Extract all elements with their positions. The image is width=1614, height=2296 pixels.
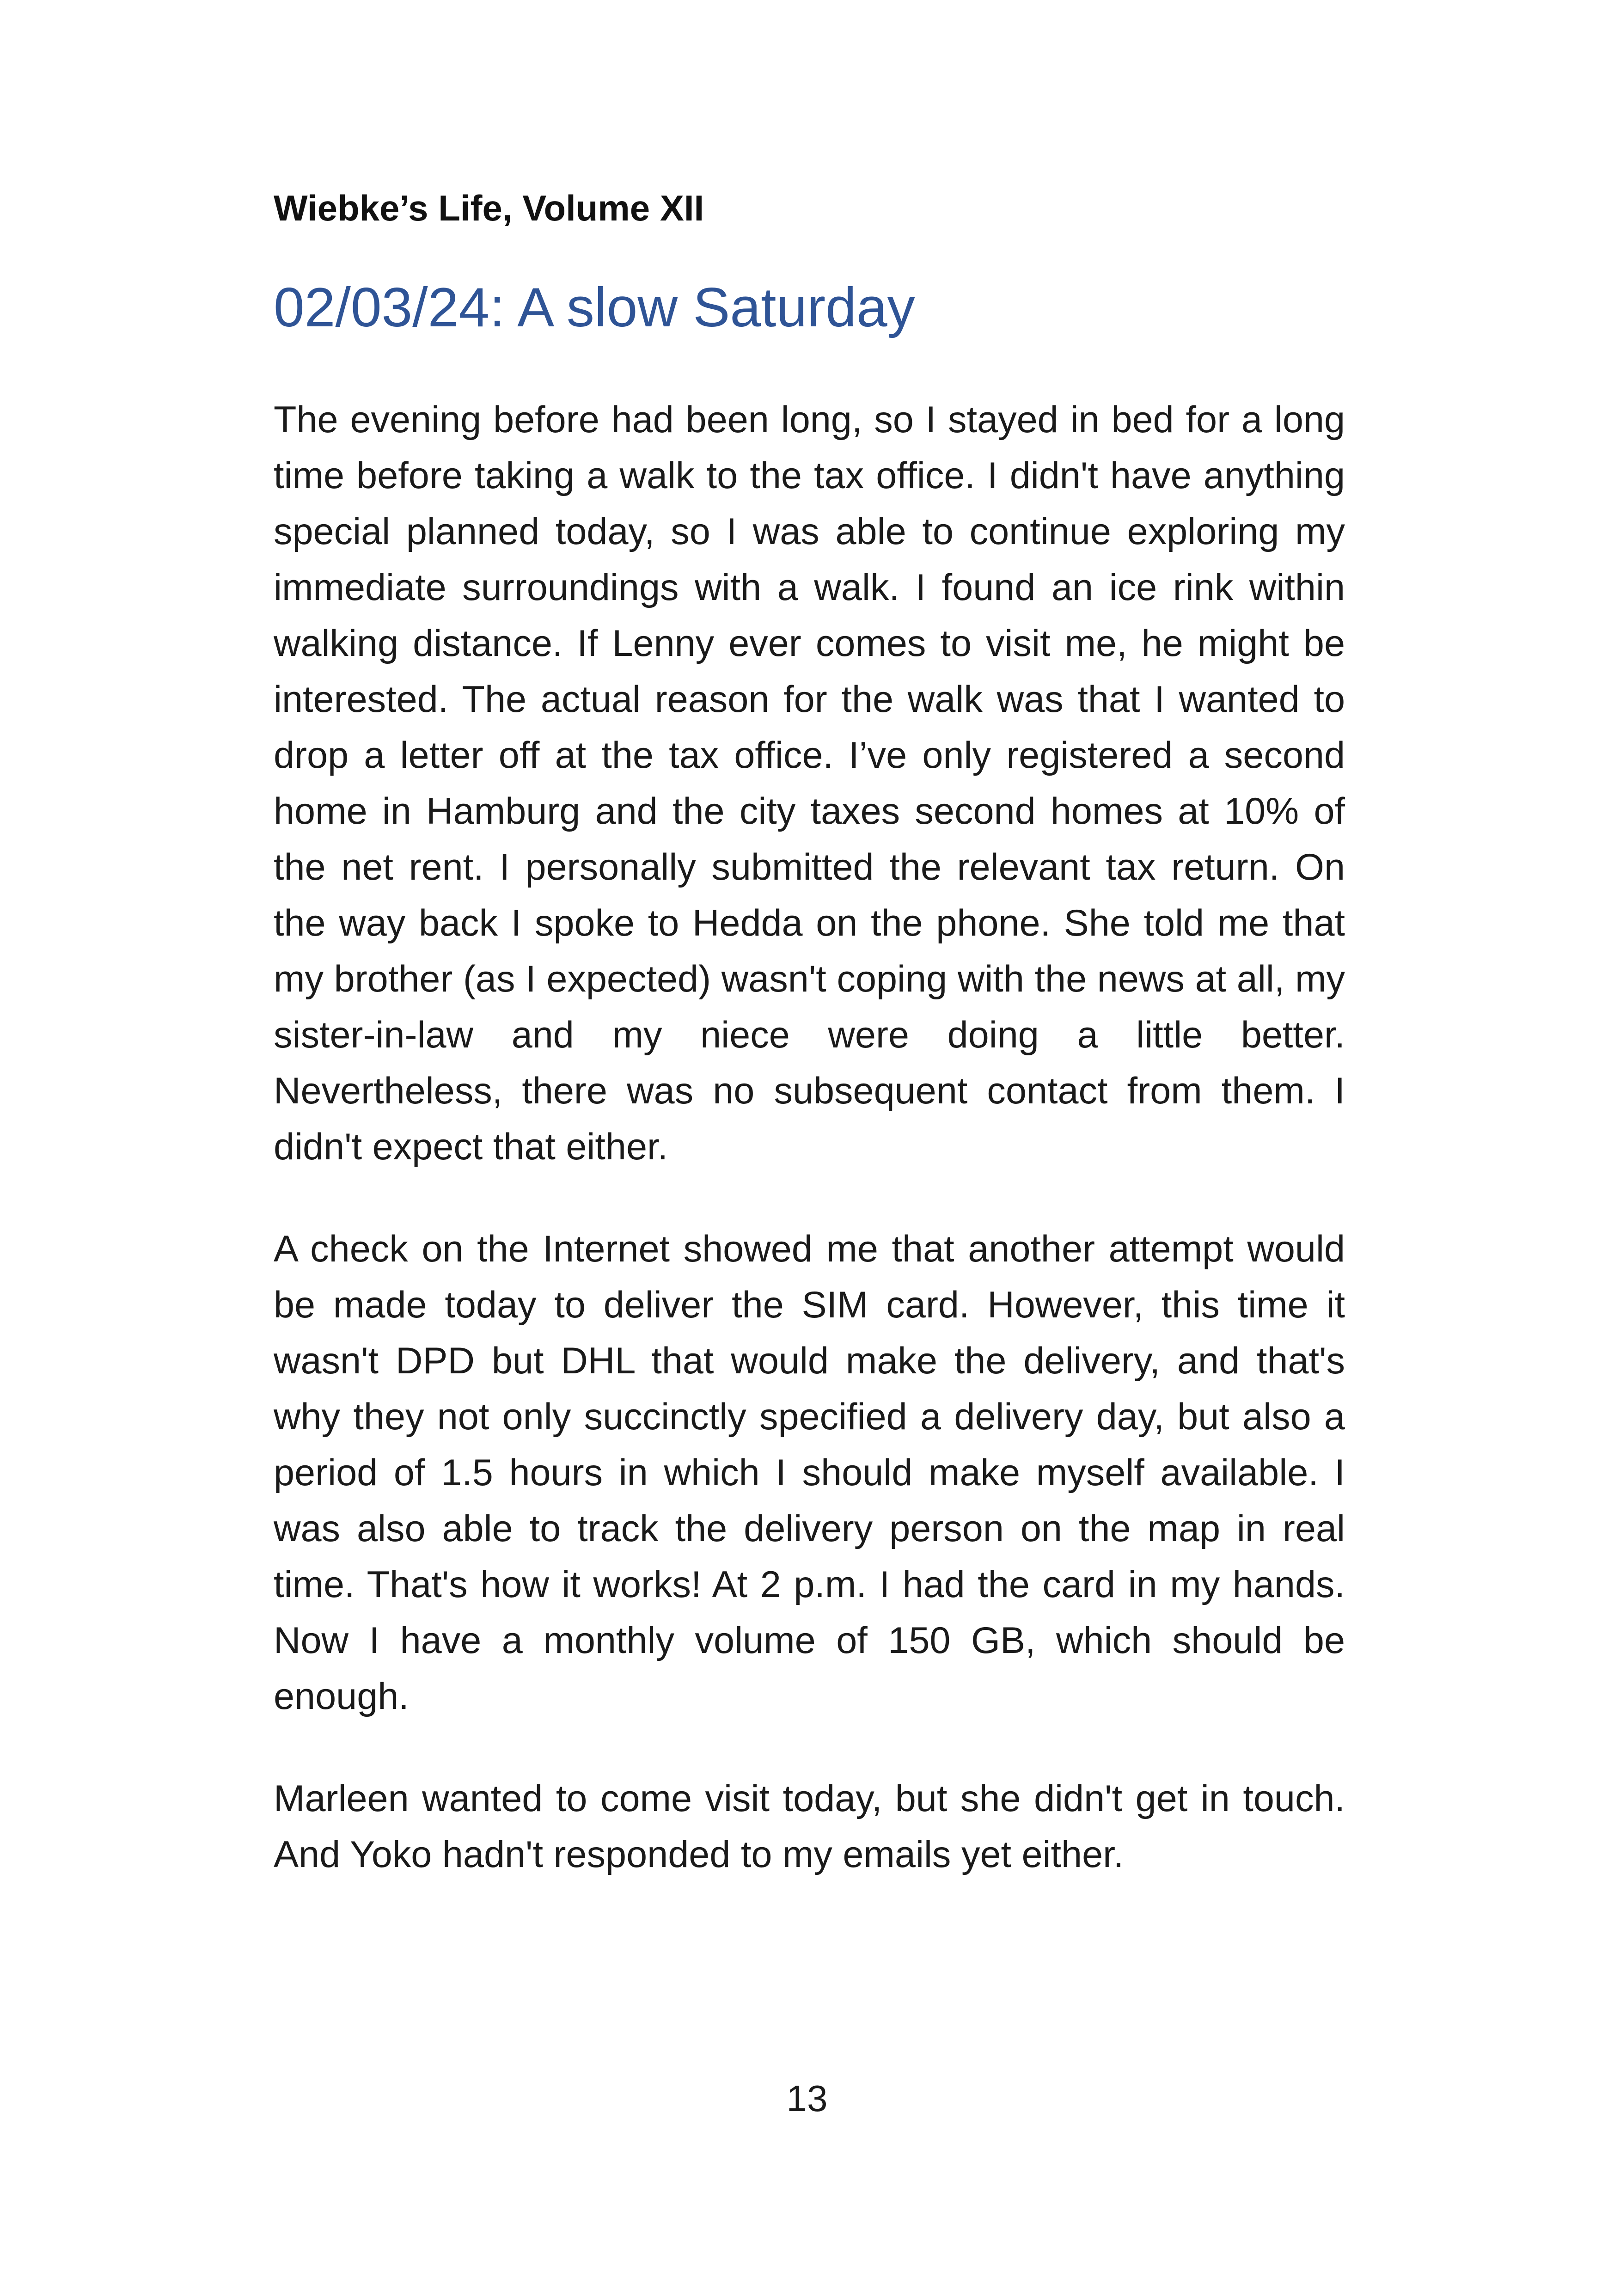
entry-title: 02/03/24: A slow Saturday <box>274 276 915 338</box>
paragraph-1: The evening before had been long, so I stayed in bed for a long time before taking a walk to the tax office. I didn't have anything special planned today, so I was able to continue exploring my immediate surroundings with a walk. I found an ice rink within walking distance. If Lenny ever comes to visit me, he might be interested. The actual reason for the walk was that I wanted to drop a letter off at the tax office. I’ve only registered a second home in Hamburg and the city taxes second homes at 10% of the net rent. I personally submitted the relevant tax return. On the way back I spoke to Hedda on the phone. She told me that my brother (as I expected) wasn't coping with the news at all, my sister-in-law and my niece were doing a little better. Nevertheless, there was no subsequent contact from them. I didn't expect that either. <box>274 399 1345 1168</box>
paragraph-2: A check on the Internet showed me that another attempt would be made today to deliver the SIM card. However, this time it wasn't DPD but DHL that would make the delivery, and that's why they not only succinctly specified a delivery day, but also a period of 1.5 hours in which I should make myself available. I was also able to track the delivery person on the map in real time. That's how it works! At 2 p.m. I had the card in my hands. Now I have a monthly volume of 150 GB, which should be enough. <box>274 1228 1345 1717</box>
page-number: 13 <box>786 2078 828 2119</box>
book-title: Wiebke’s Life, Volume XII <box>274 188 704 228</box>
paragraph-3: Marleen wanted to come visit today, but she didn't get in touch. And Yoko hadn't responded to my emails yet either. <box>274 1778 1345 1875</box>
page-content <box>274 185 1345 1883</box>
